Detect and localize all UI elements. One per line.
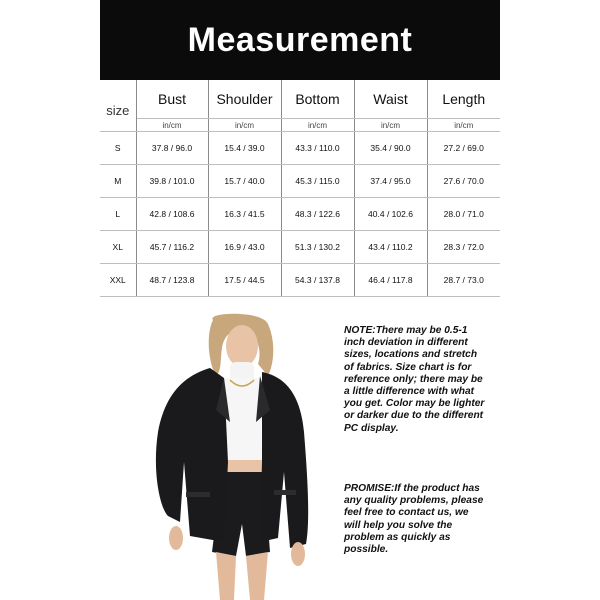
table-cell: 37.8 / 96.0 (136, 132, 208, 165)
table-cell: 48.7 / 123.8 (136, 264, 208, 297)
column-header-waist: Waist (354, 80, 427, 119)
promise-text: PROMISE:If the product has any quality problems, please feel free to contact us, we will help you solve the problem as quickly as possible. (344, 483, 484, 556)
unit-label: in/cm (208, 119, 281, 132)
page-title: Measurement (187, 20, 413, 59)
unit-label: in/cm (281, 119, 354, 132)
table-cell: 51.3 / 130.2 (281, 231, 354, 264)
table-cell: 27.2 / 69.0 (427, 132, 500, 165)
table-cell: 40.4 / 102.6 (354, 198, 427, 231)
table-cell: 15.7 / 40.0 (208, 165, 281, 198)
size-column-header: size (100, 80, 136, 132)
size-label: M (100, 165, 136, 198)
unit-label: in/cm (136, 119, 208, 132)
table-cell: 54.3 / 137.8 (281, 264, 354, 297)
table-row (100, 264, 500, 297)
table-cell: 15.4 / 39.0 (208, 132, 281, 165)
unit-label: in/cm (427, 119, 500, 132)
size-label: L (100, 198, 136, 231)
table-cell: 27.6 / 70.0 (427, 165, 500, 198)
table-cell: 16.3 / 41.5 (208, 198, 281, 231)
table-cell: 48.3 / 122.6 (281, 198, 354, 231)
model-photo (150, 312, 320, 600)
measurement-header (100, 0, 500, 80)
table-cell: 37.4 / 95.0 (354, 165, 427, 198)
table-cell: 42.8 / 108.6 (136, 198, 208, 231)
table-row (100, 231, 500, 264)
table-cell: 28.7 / 73.0 (427, 264, 500, 297)
table-cell: 39.8 / 101.0 (136, 165, 208, 198)
table-header-row (100, 80, 500, 119)
column-header-shoulder: Shoulder (208, 80, 281, 119)
table-cell: 45.3 / 115.0 (281, 165, 354, 198)
table-row (100, 132, 500, 165)
table-cell: 43.4 / 110.2 (354, 231, 427, 264)
table-cell: 28.3 / 72.0 (427, 231, 500, 264)
column-header-bust: Bust (136, 80, 208, 119)
table-cell: 45.7 / 116.2 (136, 231, 208, 264)
table-row (100, 198, 500, 231)
note-text: NOTE:There may be 0.5-1 inch deviation in different sizes, locations and stretch of fabrics. Size chart is for reference only; there may be a little difference with what you get. Color may be lighter or darker due to the different PC display. (344, 325, 485, 434)
table-cell: 46.4 / 117.8 (354, 264, 427, 297)
table-cell: 28.0 / 71.0 (427, 198, 500, 231)
size-label: S (100, 132, 136, 165)
unit-row (100, 119, 500, 132)
column-header-bottom: Bottom (281, 80, 354, 119)
column-header-length: Length (427, 80, 500, 119)
size-chart-table (100, 80, 500, 297)
table-cell: 16.9 / 43.0 (208, 231, 281, 264)
unit-label: in/cm (354, 119, 427, 132)
size-label: XXL (100, 264, 136, 297)
size-label: XL (100, 231, 136, 264)
table-cell: 35.4 / 90.0 (354, 132, 427, 165)
table-cell: 43.3 / 110.0 (281, 132, 354, 165)
table-cell: 17.5 / 44.5 (208, 264, 281, 297)
table-row (100, 165, 500, 198)
